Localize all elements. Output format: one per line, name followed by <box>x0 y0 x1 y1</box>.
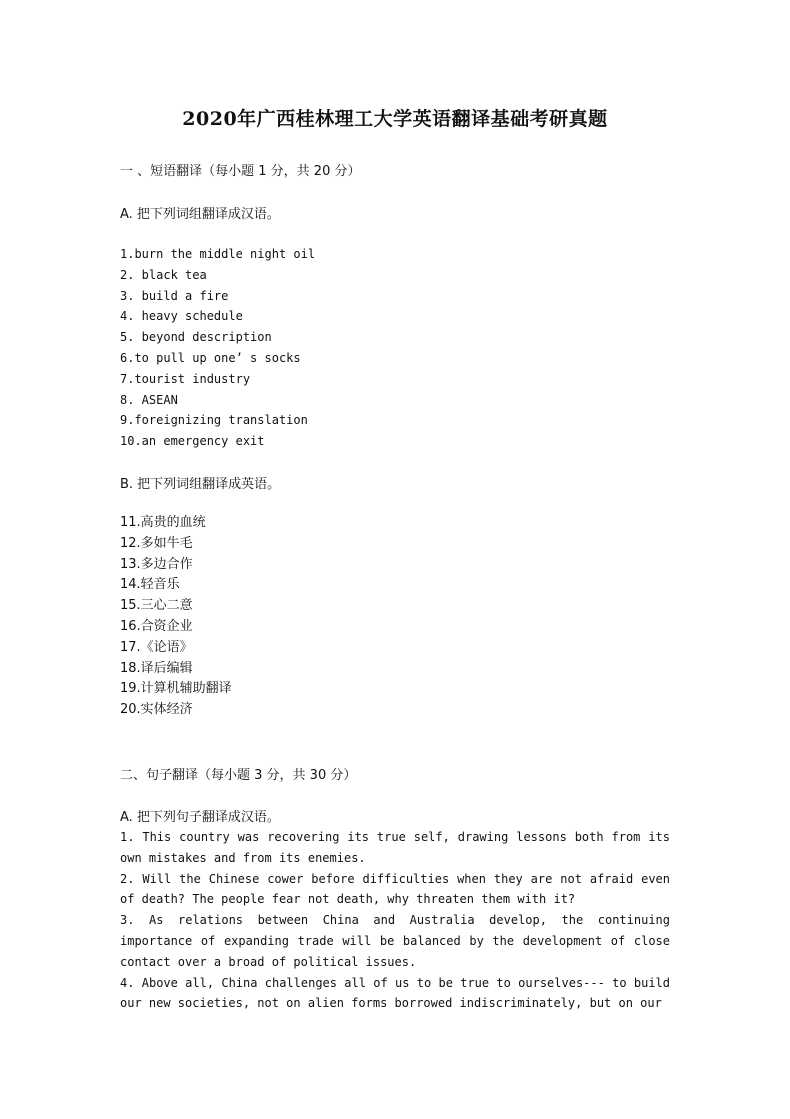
list-item: 7.tourist industry <box>120 371 251 386</box>
list-item: 2. black tea <box>120 267 207 282</box>
section1-partB-heading: B. 把下列词组翻译成英语。 <box>120 477 281 492</box>
list-item: 9.foreignizing translation <box>120 413 308 428</box>
list-item: 3. build a fire <box>120 288 229 303</box>
list-item: 13.多边合作 <box>120 556 193 572</box>
list-item: 14.轻音乐 <box>120 577 180 593</box>
document-title: 2020年广西桂林理工大学英语翻译基础考研真题 <box>182 108 608 130</box>
list-item: 18.译后编辑 <box>120 660 193 676</box>
list-item: 8. ASEAN <box>120 392 178 407</box>
list-item: 12.多如牛毛 <box>120 535 193 551</box>
list-item: 19.计算机辅助翻译 <box>120 681 232 697</box>
list-item: 2. Will the Chinese cower before difficulties when they are not afraid even of death? The people fear not death, why threaten them with it? <box>120 871 670 907</box>
list-item: 10.an emergency exit <box>120 434 265 449</box>
section1-heading: 一 、短语翻译（每小题 1 分，共 20 分） <box>120 164 361 179</box>
phrase-list-cn <box>120 513 232 721</box>
list-item: 20.实体经济 <box>120 702 193 718</box>
sentence-list <box>120 827 670 1014</box>
list-item: 5. beyond description <box>120 330 272 345</box>
list-item: 4. Above all, China challenges all of us to be true to ourselves--- to build our new societies, not on alien forms borrowed indiscriminately, but on our <box>120 975 670 1011</box>
section1-partA-heading: A. 把下列词组翻译成汉语。 <box>120 207 280 222</box>
section2-partA-heading: A. 把下列句子翻译成汉语。 <box>120 810 280 825</box>
list-item: 6.to pull up one’ s socks <box>120 350 301 365</box>
list-item: 3. As relations between China and Australia develop, the continuing importance of expanding trade will be balanced by the development of close contact over a broad of political issues. <box>120 913 670 969</box>
section2-heading: 二、句子翻译（每小题 3 分，共 30 分） <box>120 768 357 783</box>
list-item: 4. heavy schedule <box>120 309 243 324</box>
list-item: 1.burn the middle night oil <box>120 247 316 261</box>
list-item: 15.三心二意 <box>120 598 193 614</box>
list-item: 1. This country was recovering its true self, drawing lessons both from its own mistakes and from its enemies. <box>120 830 670 865</box>
list-item: 17.《论语》 <box>120 639 193 655</box>
phrase-list-en <box>120 244 315 452</box>
list-item: 11.高贵的血统 <box>120 515 206 530</box>
list-item: 16.合资企业 <box>120 618 193 634</box>
